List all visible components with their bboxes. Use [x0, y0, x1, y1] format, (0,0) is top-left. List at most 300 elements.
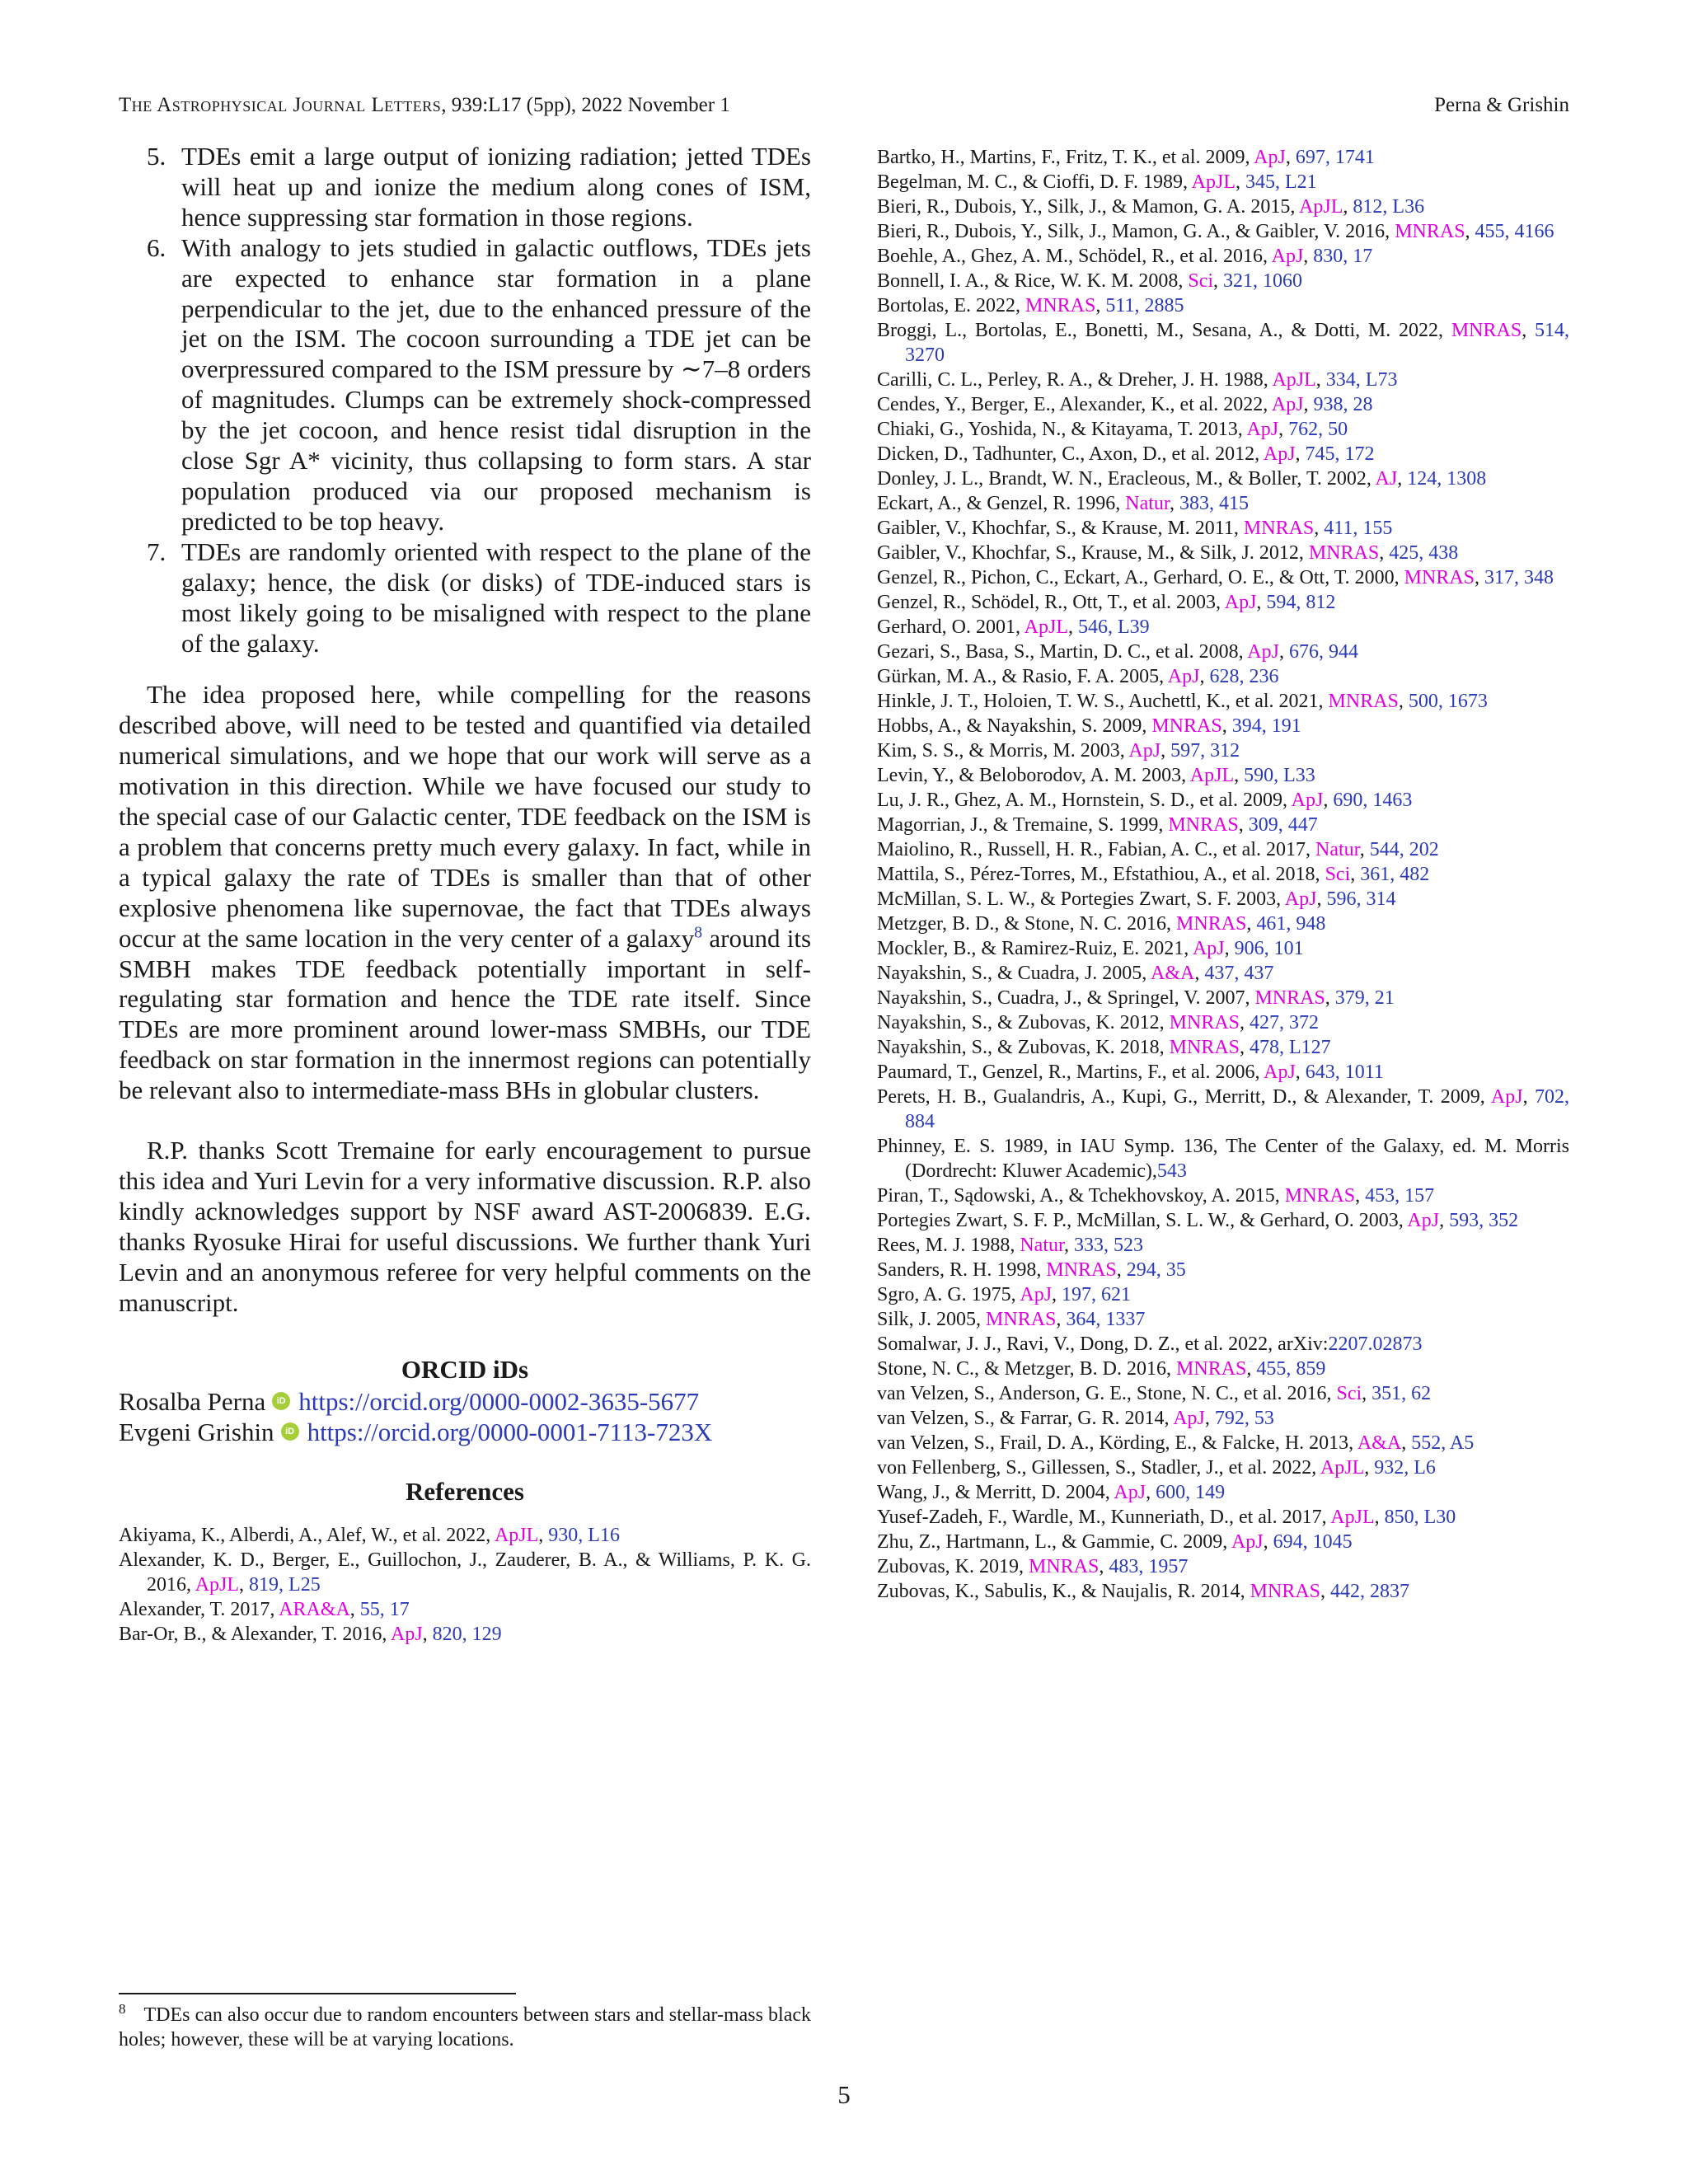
reference-authors: McMillan, S. L. W., & Portegies Zwart, S. F. 2003, — [877, 888, 1285, 910]
journal-link[interactable]: Natur — [1315, 839, 1360, 860]
volume-link[interactable]: 361, 482 — [1360, 864, 1430, 885]
journal-link[interactable]: ApJ — [1254, 147, 1286, 168]
volume-link[interactable]: 544, 202 — [1369, 839, 1439, 860]
reference-item — [877, 1381, 1569, 1406]
reference-separator: , — [1355, 1185, 1366, 1207]
reference-authors: Perets, H. B., Gualandris, A., Kupi, G., Merritt, D., & Alexander, T. 2009, — [877, 1086, 1491, 1108]
paragraph-text: The idea proposed here, while compelling for the reasons described above, will need to be tested and quantified via detailed numerical simulations, and we hope that our work will serve as a motivation in this direction. While we have focused our study to the special case of our Galactic center, TDE feedback on the ISM is a problem that concerns pretty much every galaxy. In fact, while in a typical galaxy the rate of TDEs is smaller than that of other explosive phenomena like supernovae, the fact that TDEs always occur at the same location in the very center of a galaxy — [119, 680, 811, 953]
journal-link[interactable]: MNRAS — [1308, 542, 1380, 564]
reference-separator: , — [1234, 765, 1245, 786]
volume-link[interactable]: 596, 314 — [1326, 888, 1396, 910]
volume-link[interactable]: 694, 1045 — [1273, 1531, 1353, 1553]
journal-link[interactable]: Sci — [1325, 864, 1351, 885]
volume-link[interactable]: 437, 437 — [1204, 963, 1274, 984]
reference-item — [877, 763, 1569, 788]
journal-link[interactable]: ARA&A — [279, 1598, 350, 1620]
volume-link[interactable]: 364, 1337 — [1066, 1309, 1146, 1330]
volume-link[interactable]: 597, 312 — [1170, 740, 1240, 762]
reference-authors: Maiolino, R., Russell, H. R., Fabian, A. C., et al. 2017, — [877, 839, 1315, 860]
reference-item — [877, 1085, 1569, 1134]
orcid-entry — [119, 1417, 811, 1447]
reference-item — [877, 491, 1569, 516]
reference-item — [877, 1357, 1569, 1381]
journal-link[interactable]: MNRAS — [1169, 1012, 1240, 1033]
reference-item — [877, 392, 1569, 417]
reference-item — [877, 887, 1569, 912]
reference-item — [877, 244, 1569, 269]
author-name: Rosalba Perna — [119, 1386, 266, 1416]
reference-authors: Bortolas, E. 2022, — [877, 295, 1025, 316]
journal-link[interactable]: ApJ — [1284, 888, 1317, 910]
volume-link[interactable]: 453, 157 — [1365, 1185, 1435, 1207]
volume-link[interactable]: 932, L6 — [1374, 1457, 1436, 1479]
reference-authors: Gaibler, V., Khochfar, S., & Krause, M. 2011, — [877, 518, 1244, 539]
references-list-right — [877, 145, 1569, 1604]
reference-authors: Cendes, Y., Berger, E., Alexander, K., et al. 2022, — [877, 394, 1272, 415]
journal-link[interactable]: ApJL — [195, 1573, 240, 1596]
journal-name: The Astrophysical Journal Letters — [119, 94, 442, 116]
reference-separator: , — [1379, 542, 1390, 564]
volume-link[interactable]: 55, 17 — [359, 1598, 410, 1620]
journal-link[interactable]: ApJ — [1264, 1062, 1296, 1083]
reference-item — [877, 1332, 1569, 1357]
journal-link[interactable]: ApJL — [1024, 616, 1068, 638]
item-text: With analogy to jets studied in galactic outflows, TDEs jets are expected to enhance star formation in a plane perpendicular to the jet, due to the enhanced pressure of the jet on the ISM. The cocoon surrounding a TDE jet can be overpressured compared to the ISM pressure by ∼7–8 orders of magnitudes. Clumps can be extremely shock-compressed by the jet cocoon, and hence resist tidal disruption in the close Sgr A* vicinity, thus collapsing to form stars. A star population produced via our proposed mechanism is predicted to be top heavy. — [181, 232, 811, 536]
reference-separator: , — [1285, 147, 1296, 168]
journal-link[interactable]: ApJ — [1291, 790, 1324, 811]
volume-link[interactable]: 593, 352 — [1449, 1210, 1519, 1231]
reference-item — [877, 1307, 1569, 1332]
reference-authors: Levin, Y., & Beloborodov, A. M. 2003, — [877, 765, 1190, 786]
orcid-link[interactable]: https://orcid.org/0000-0001-7113-723X — [307, 1417, 713, 1446]
reference-authors: Genzel, R., Schödel, R., Ott, T., et al. 2003, — [877, 592, 1225, 613]
volume-link[interactable]: 500, 1673 — [1408, 691, 1488, 712]
journal-link[interactable]: MNRAS — [1169, 1037, 1240, 1058]
reference-item — [877, 1282, 1569, 1307]
reference-authors: Yusef-Zadeh, F., Wardle, M., Kunneriath, D., et al. 2017, — [877, 1507, 1331, 1528]
reference-separator: , — [1221, 715, 1232, 737]
journal-link[interactable]: MNRAS — [1404, 567, 1475, 588]
journal-link[interactable]: ApJ — [1231, 1531, 1264, 1553]
reference-authors: Zhu, Z., Hartmann, L., & Gammie, C. 2009, — [877, 1531, 1231, 1553]
reference-item — [877, 1208, 1569, 1233]
reference-item — [877, 936, 1569, 961]
journal-link[interactable]: ApJL — [1320, 1457, 1365, 1479]
journal-link[interactable]: Sci — [1188, 270, 1214, 292]
reference-authors: Gürkan, M. A., & Rasio, F. A. 2005, — [877, 666, 1168, 687]
volume-link[interactable]: 850, L30 — [1384, 1507, 1456, 1528]
volume-link[interactable]: 812, L36 — [1353, 196, 1425, 218]
reference-item — [877, 961, 1569, 986]
volume-link[interactable]: 333, 523 — [1074, 1235, 1144, 1256]
journal-link[interactable]: ApJL — [1189, 765, 1235, 786]
reference-separator: , — [1303, 394, 1314, 415]
reference-item — [877, 862, 1569, 887]
reference-separator: , — [1278, 419, 1289, 440]
journal-link[interactable]: MNRAS — [1168, 814, 1239, 836]
reference-item — [877, 170, 1569, 194]
volume-link[interactable]: 930, L16 — [548, 1524, 620, 1546]
reference-separator: , — [1374, 1507, 1385, 1528]
reference-item — [877, 689, 1569, 714]
reference-separator: , — [1238, 814, 1249, 836]
volume-link[interactable]: 702, 884 — [905, 1086, 1570, 1132]
reference-item — [877, 219, 1569, 244]
reference-authors: Hinkle, J. T., Holoien, T. W. S., Auchettl, K., et al. 2021, — [877, 691, 1329, 712]
reference-authors: Bieri, R., Dubois, Y., Silk, J., & Mamon, G. A. 2015, — [877, 196, 1300, 218]
volume-link[interactable]: 906, 101 — [1234, 938, 1304, 959]
reference-item — [877, 1480, 1569, 1505]
reference-item — [877, 1579, 1569, 1604]
journal-link[interactable]: ApJ — [1114, 1482, 1146, 1503]
volume-link[interactable]: 792, 53 — [1214, 1408, 1274, 1429]
journal-link[interactable]: ApJ — [1192, 938, 1225, 959]
journal-link[interactable]: MNRAS — [1451, 320, 1522, 341]
footnote-link[interactable]: 8 — [694, 923, 703, 942]
reference-separator: , — [1303, 246, 1314, 267]
reference-item — [877, 417, 1569, 442]
reference-separator: , — [1359, 839, 1370, 860]
journal-link[interactable]: MNRAS — [1028, 1556, 1100, 1577]
journal-link[interactable]: MNRAS — [1176, 913, 1247, 935]
reference-separator: , — [1323, 790, 1334, 811]
reference-separator: , — [1213, 270, 1224, 292]
journal-link[interactable]: ApJ — [1271, 394, 1304, 415]
volume-link[interactable]: 478, L127 — [1250, 1037, 1331, 1058]
journal-link[interactable]: MNRAS — [1151, 715, 1222, 737]
item-text: TDEs are randomly oriented with respect to the plane of the galaxy; hence, the disk (or disks) of TDE-induced stars is most likely going to be misaligned with respect to the plane of the galaxy. — [181, 537, 811, 658]
volume-link[interactable]: 425, 438 — [1389, 542, 1459, 564]
item-number: 7. — [147, 537, 166, 566]
reference-item — [877, 1233, 1569, 1258]
volume-link[interactable]: 511, 2885 — [1105, 295, 1184, 316]
reference-item — [877, 194, 1569, 219]
journal-link[interactable]: ApJ — [1128, 740, 1161, 762]
journal-link[interactable]: ApJ — [1490, 1086, 1523, 1108]
reference-item — [877, 293, 1569, 318]
reference-item — [877, 1455, 1569, 1480]
reference-separator: , — [1160, 740, 1171, 762]
reference-item — [877, 1010, 1569, 1035]
reference-authors: Wang, J., & Merritt, D. 2004, — [877, 1482, 1114, 1503]
running-authors: Perna & Grishin — [1434, 94, 1569, 116]
reference-authors: Piran, T., Sądowski, A., & Tchekhovskoy, A. 2015, — [877, 1185, 1285, 1207]
reference-item — [877, 1134, 1569, 1183]
journal-link[interactable]: A&A — [1150, 963, 1195, 984]
reference-separator: , — [1325, 987, 1335, 1009]
reference-item — [877, 145, 1569, 170]
reference-separator: , — [1398, 691, 1409, 712]
volume-link[interactable]: 745, 172 — [1305, 443, 1375, 465]
journal-link[interactable]: ApJ — [1407, 1210, 1440, 1231]
volume-link[interactable]: 427, 372 — [1250, 1012, 1320, 1033]
journal-link[interactable]: MNRAS — [1284, 1185, 1356, 1207]
item-number: 6. — [147, 232, 166, 262]
reference-item — [877, 788, 1569, 813]
reference-item — [877, 1406, 1569, 1431]
volume-link[interactable]: 628, 236 — [1209, 666, 1279, 687]
acknowledgment-paragraph: R.P. thanks Scott Tremaine for early encouragement to pursue this idea and Yuri Levin for a very informative discussion. R.P. also kindly acknowledges support by NSF award AST-2006839. E.G. thanks Ryosuke Hirai for useful discussions. We further thank Yuri Levin and an anonymous referee for very helpful comments on the manuscript. — [119, 1136, 811, 1317]
journal-link[interactable]: Natur — [1020, 1235, 1065, 1256]
reference-item — [877, 318, 1569, 368]
volume-link[interactable]: 411, 155 — [1324, 518, 1393, 539]
reference-separator: , — [422, 1623, 433, 1645]
reference-item — [877, 1060, 1569, 1085]
reference-item — [119, 1548, 811, 1597]
reference-separator: , — [1522, 1086, 1536, 1108]
journal-link[interactable]: ApJL — [494, 1524, 539, 1546]
reference-separator: , — [1475, 567, 1485, 588]
right-column — [877, 145, 1569, 1604]
reference-authors: Mockler, B., & Ramirez-Ruiz, E. 2021, — [877, 938, 1193, 959]
reference-separator: , — [1315, 369, 1326, 391]
footnote-number: 8 — [119, 2001, 126, 2017]
reference-separator: , — [1204, 1408, 1215, 1429]
volume-link[interactable]: 294, 35 — [1126, 1259, 1186, 1281]
volume-link[interactable]: 820, 129 — [432, 1623, 502, 1645]
journal-link[interactable]: MNRAS — [1025, 295, 1096, 316]
reference-authors: Bar-Or, B., & Alexander, T. 2016, — [119, 1623, 391, 1645]
volume-link[interactable]: 552, A5 — [1411, 1432, 1475, 1454]
reference-authors: Portegies Zwart, S. F. P., McMillan, S. L. W., & Gerhard, O. 2003, — [877, 1210, 1408, 1231]
journal-link[interactable]: MNRAS — [1395, 221, 1465, 242]
journal-link[interactable]: MNRAS — [1328, 691, 1399, 712]
journal-link[interactable]: MNRAS — [1243, 518, 1315, 539]
journal-link[interactable]: ApJL — [1272, 369, 1316, 391]
reference-authors: Nayakshin, S., & Zubovas, K. 2018, — [877, 1037, 1170, 1058]
reference-separator: , — [1116, 1259, 1127, 1281]
reference-authors: Bieri, R., Dubois, Y., Silk, J., Mamon, G. A., & Gaibler, V. 2016, — [877, 221, 1395, 242]
volume-link[interactable]: 197, 621 — [1062, 1284, 1132, 1305]
volume-link[interactable]: 394, 191 — [1231, 715, 1301, 737]
reference-authors: Genzel, R., Pichon, C., Eckart, A., Gerhard, O. E., & Ott, T. 2000, — [877, 567, 1404, 588]
footnote-rule — [119, 1993, 516, 1994]
reference-authors: Bartko, H., Martins, F., Fritz, T. K., et al. 2009, — [877, 147, 1254, 168]
reference-item — [877, 1554, 1569, 1579]
volume-link[interactable]: 345, L21 — [1245, 171, 1317, 193]
reference-authors: Boehle, A., Ghez, A. M., Schödel, R., et al. 2016, — [877, 246, 1272, 267]
reference-item — [877, 1258, 1569, 1282]
reference-authors: Akiyama, K., Alberdi, A., Alef, W., et al. 2022, — [119, 1524, 495, 1546]
reference-separator: , — [1350, 864, 1361, 885]
reference-authors: Sanders, R. H. 1998, — [877, 1259, 1047, 1281]
reference-authors: van Velzen, S., Frail, D. A., Körding, E., & Falcke, H. 2013, — [877, 1432, 1357, 1454]
item-text: TDEs emit a large output of ionizing radiation; jetted TDEs will heat up and ionize the medium along cones of ISM, hence suppressing star formation in those regions. — [181, 142, 811, 232]
volume-link[interactable]: 351, 62 — [1372, 1383, 1432, 1404]
reference-separator: , — [1316, 888, 1327, 910]
volume-link[interactable]: 690, 1463 — [1333, 790, 1413, 811]
reference-separator: , — [1224, 938, 1235, 959]
reference-separator: , — [1343, 196, 1353, 218]
paragraph-text: around its SMBH makes TDE feedback potentially important in self-regulating star formation and hence the TDE rate itself. Since TDEs are more prominent around lower-mass SMBHs, our TDE feedback on star formation in the innermost regions can potentially be relevant also to intermediate-mass BHs in globular clusters. — [119, 923, 812, 1105]
discussion-paragraph — [119, 680, 811, 1106]
reference-authors: Phinney, E. S. 1989, in IAU Symp. 136, The Center of the Galaxy, ed. M. Morris (Dordrecht: Kluwer Academic), — [877, 1136, 1569, 1182]
reference-item — [877, 1431, 1569, 1455]
reference-authors: Eckart, A., & Genzel, R. 1996, — [877, 493, 1126, 514]
journal-link[interactable]: ApJL — [1299, 196, 1343, 218]
volume-link[interactable]: 594, 812 — [1266, 592, 1336, 613]
orcid-link[interactable]: https://orcid.org/0000-0002-3635-5677 — [298, 1386, 700, 1416]
journal-link[interactable]: MNRAS — [986, 1309, 1057, 1330]
reference-separator: , — [1439, 1210, 1450, 1231]
volume-link[interactable]: 442, 2837 — [1330, 1581, 1410, 1602]
reference-authors: Bonnell, I. A., & Rice, W. K. M. 2008, — [877, 270, 1189, 292]
volume-link[interactable]: 762, 50 — [1288, 419, 1348, 440]
volume-link[interactable]: 819, L25 — [249, 1573, 321, 1596]
left-column — [119, 142, 811, 1647]
reference-authors: Gaibler, V., Khochfar, S., Krause, M., & Silk, J. 2012, — [877, 542, 1309, 564]
reference-separator: , — [1169, 493, 1179, 514]
volume-link[interactable]: 643, 1011 — [1305, 1062, 1384, 1083]
orcid-icon: iD — [272, 1392, 290, 1410]
volume-link[interactable]: 461, 948 — [1256, 913, 1326, 935]
reference-item — [877, 269, 1569, 293]
list-item — [119, 233, 811, 537]
reference-separator: , — [1397, 468, 1408, 490]
reference-authors: Carilli, C. L., Perley, R. A., & Dreher, J. H. 1988, — [877, 369, 1273, 391]
reference-separator: , — [1364, 1457, 1375, 1479]
journal-link[interactable]: ApJ — [1271, 246, 1304, 267]
journal-link[interactable]: ApJ — [1247, 641, 1279, 663]
volume-link[interactable]: 676, 944 — [1288, 641, 1358, 663]
reference-authors: Chiaki, G., Yoshida, N., & Kitayama, T. 2013, — [877, 419, 1247, 440]
journal-link[interactable]: Sci — [1336, 1383, 1362, 1404]
journal-link[interactable]: ApJ — [1020, 1284, 1053, 1305]
volume-link[interactable]: 938, 28 — [1313, 394, 1373, 415]
reference-separator: , — [1362, 1383, 1372, 1404]
volume-link[interactable]: 543 — [1156, 1160, 1187, 1182]
reference-separator: , — [1240, 1012, 1250, 1033]
volume-link[interactable]: 124, 1308 — [1407, 468, 1487, 490]
reference-separator: , — [1246, 913, 1257, 935]
volume-link[interactable]: 309, 447 — [1248, 814, 1318, 836]
volume-link[interactable]: 546, L39 — [1077, 616, 1150, 638]
volume-link[interactable]: 379, 21 — [1334, 987, 1395, 1009]
reference-item — [877, 565, 1569, 590]
journal-link[interactable]: MNRAS — [1254, 987, 1325, 1009]
reference-item — [119, 1622, 811, 1647]
reference-item — [877, 442, 1569, 466]
orcid-icon: iD — [281, 1422, 299, 1441]
reference-authors: Rees, M. J. 1988, — [877, 1235, 1020, 1256]
volume-link[interactable]: 830, 17 — [1313, 246, 1373, 267]
journal-link[interactable]: ApJL — [1191, 171, 1236, 193]
reference-authors: Donley, J. L., Brandt, W. N., Eracleous, M., & Boller, T. 2002, — [877, 468, 1376, 490]
reference-authors: Nayakshin, S., Cuadra, J., & Springel, V. 2007, — [877, 987, 1255, 1009]
reference-separator: , — [1099, 1556, 1109, 1577]
journal-link[interactable]: ApJ — [1167, 666, 1200, 687]
journal-link[interactable]: MNRAS — [1250, 1581, 1321, 1602]
reference-item — [877, 640, 1569, 664]
reference-item — [877, 590, 1569, 615]
reference-authors: Kim, S. S., & Morris, M. 2003, — [877, 740, 1129, 762]
reference-item — [877, 1505, 1569, 1530]
reference-separator: , — [1401, 1432, 1412, 1454]
journal-link[interactable]: ApJL — [1330, 1507, 1375, 1528]
reference-item — [877, 837, 1569, 862]
reference-separator: , — [1256, 592, 1267, 613]
reference-authors: Magorrian, J., & Tremaine, S. 1999, — [877, 814, 1169, 836]
journal-link[interactable]: ApJ — [1224, 592, 1257, 613]
reference-authors: Broggi, L., Bortolas, E., Bonetti, M., Sesana, A., & Dotti, M. 2022, — [877, 320, 1451, 341]
reference-authors: Gezari, S., Basa, S., Martin, D. C., et al. 2008, — [877, 641, 1248, 663]
volume-link[interactable]: 321, 1060 — [1223, 270, 1303, 292]
reference-authors: Hobbs, A., & Nayakshin, S. 2009, — [877, 715, 1152, 737]
footnote — [119, 2003, 811, 2052]
references-list-left — [119, 1523, 811, 1647]
journal-citation — [119, 94, 730, 117]
reference-authors: Begelman, M. C., & Cioffi, D. F. 1989, — [877, 171, 1192, 193]
volume-link[interactable]: 317, 348 — [1484, 567, 1554, 588]
reference-item — [119, 1523, 811, 1548]
volume-link[interactable]: 2207.02873 — [1328, 1333, 1423, 1355]
volume-link[interactable]: 483, 1957 — [1109, 1556, 1189, 1577]
reference-item — [877, 368, 1569, 392]
volume-link[interactable]: 514, 3270 — [905, 320, 1569, 366]
journal-link[interactable]: ApJ — [1173, 1408, 1205, 1429]
reference-authors: Dicken, D., Tadhunter, C., Axon, D., et al. 2012, — [877, 443, 1264, 465]
reference-item — [877, 664, 1569, 689]
reference-authors: Lu, J. R., Ghez, A. M., Hornstein, S. D., et al. 2009, — [877, 790, 1292, 811]
volume-link[interactable]: 455, 859 — [1256, 1358, 1326, 1380]
reference-item — [877, 986, 1569, 1010]
item-number: 5. — [147, 142, 166, 171]
volume-link[interactable]: 455, 4166 — [1475, 221, 1554, 242]
journal-link[interactable]: ApJ — [1263, 443, 1296, 465]
reference-separator: , — [1064, 1235, 1075, 1256]
reference-item — [877, 912, 1569, 936]
reference-separator: , — [538, 1524, 549, 1546]
reference-authors: Nayakshin, S., & Cuadra, J. 2005, — [877, 963, 1151, 984]
reference-authors: Paumard, T., Genzel, R., Martins, F., et al. 2006, — [877, 1062, 1264, 1083]
running-header — [119, 94, 1569, 124]
volume-link[interactable]: 590, L33 — [1244, 765, 1315, 786]
volume-link[interactable]: 334, L73 — [1325, 369, 1398, 391]
volume-link[interactable]: 697, 1741 — [1295, 147, 1375, 168]
journal-link[interactable]: MNRAS — [1046, 1259, 1117, 1281]
reference-authors: Alexander, T. 2017, — [119, 1598, 279, 1620]
reference-authors: von Fellenberg, S., Gillessen, S., Stadler, J., et al. 2022, — [877, 1457, 1320, 1479]
reference-authors: Silk, J. 2005, — [877, 1309, 987, 1330]
reference-authors: van Velzen, S., Anderson, G. E., Stone, N. C., et al. 2016, — [877, 1383, 1337, 1404]
list-item — [119, 537, 811, 659]
reference-separator: , — [1295, 443, 1306, 465]
reference-item — [119, 1597, 811, 1622]
list-item — [119, 142, 811, 233]
journal-link[interactable]: ApJ — [391, 1623, 423, 1645]
reference-separator: , — [1320, 1581, 1331, 1602]
reference-authors: van Velzen, S., & Farrar, G. R. 2014, — [877, 1408, 1174, 1429]
reference-item — [877, 813, 1569, 837]
reference-item — [877, 1530, 1569, 1554]
reference-separator: , — [349, 1598, 360, 1620]
reference-separator: , — [1199, 666, 1210, 687]
volume-link[interactable]: 383, 415 — [1179, 493, 1249, 514]
reference-separator: , — [1067, 616, 1078, 638]
journal-link[interactable]: A&A — [1357, 1432, 1402, 1454]
volume-link[interactable]: 600, 149 — [1156, 1482, 1226, 1503]
journal-link[interactable]: AJ — [1375, 468, 1398, 490]
reference-separator: , — [1522, 320, 1535, 341]
footnote-text: TDEs can also occur due to random encounters between stars and stellar-mass black holes; however, these will be at varying locations. — [119, 2004, 811, 2050]
journal-link[interactable]: Natur — [1125, 493, 1170, 514]
reference-authors: Nayakshin, S., & Zubovas, K. 2012, — [877, 1012, 1170, 1033]
journal-link[interactable]: ApJ — [1246, 419, 1279, 440]
reference-separator: , — [1052, 1284, 1062, 1305]
journal-link[interactable]: MNRAS — [1176, 1358, 1247, 1380]
reference-separator: , — [1465, 221, 1475, 242]
orcid-entry — [119, 1386, 811, 1417]
